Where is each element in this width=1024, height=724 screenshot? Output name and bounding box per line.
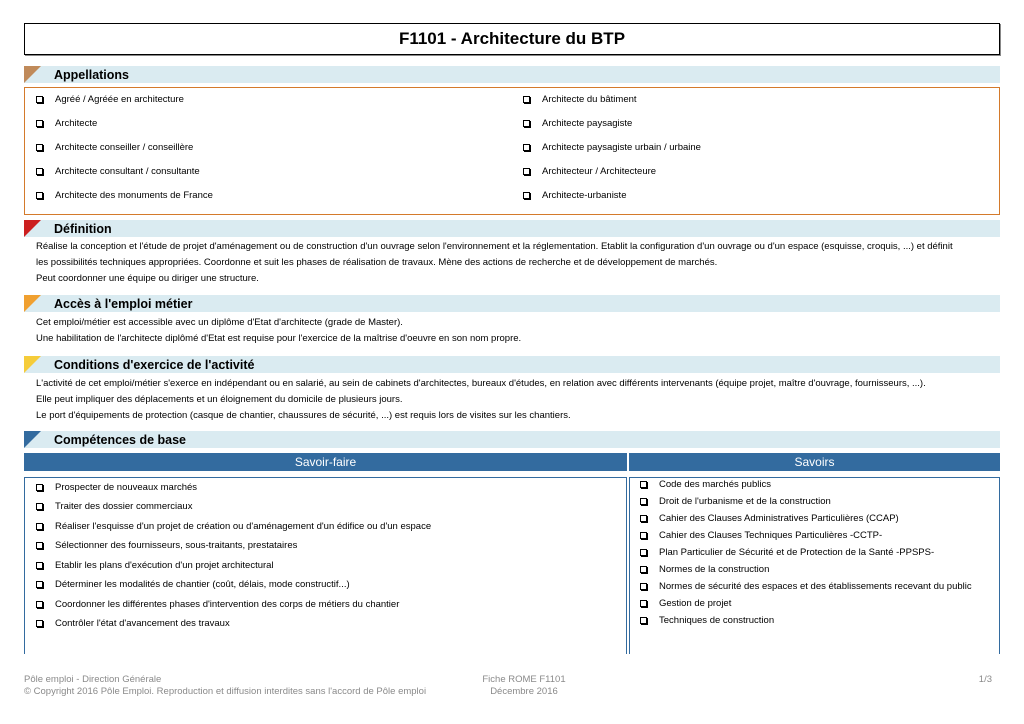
list-item: Architecte du bâtiment <box>523 94 637 105</box>
list-item: Droit de l'urbanisme et de la construction <box>640 496 831 507</box>
checkbox-icon <box>36 120 43 127</box>
list-item: Architecte consultant / consultante <box>36 166 200 177</box>
checkbox-icon <box>640 515 647 522</box>
checkbox-icon <box>640 549 647 556</box>
checkbox-icon <box>36 192 43 199</box>
checkbox-icon <box>523 192 530 199</box>
section-marker-icon <box>24 66 41 83</box>
list-item: Sélectionner des fournisseurs, sous-traitants, prestataires <box>36 540 297 551</box>
list-item: Code des marchés publics <box>640 479 771 490</box>
footer-center <box>464 674 584 698</box>
document-title: F1101 - Architecture du BTP <box>398 29 626 48</box>
section-title-appellations: Appellations <box>54 67 130 82</box>
section-title-definition: Définition <box>54 221 112 236</box>
section-marker-icon <box>24 431 41 448</box>
list-item: Cahier des Clauses Techniques Particulières -CCTP- <box>640 530 882 541</box>
checkbox-icon <box>640 566 647 573</box>
section-title-conditions: Conditions d'exercice de l'activité <box>54 357 255 372</box>
checkbox-icon <box>36 144 43 151</box>
list-item: Coordonner les différentes phases d'intervention des corps de métiers du chantier <box>36 599 399 610</box>
list-item: Architecteur / Architecteure <box>523 166 656 177</box>
checkbox-icon <box>36 562 43 569</box>
section-marker-icon <box>24 220 41 237</box>
checkbox-icon <box>36 601 43 608</box>
definition-text: Réalise la conception et l'étude de projet d'aménagement ou de construction d'un ouvrage selon l'environnement et la réglementation. Etablit la configuration d'un ouvrage ou d'un espace (esquisse, croquis, ...) et définit les possibilités techniques appropriées. Coordonne et suit les phases de réalisation de travaux. Mène des actions de recherche et de développement de marchés. Peut coordonner une équipe ou diriger une structure. <box>36 241 953 284</box>
section-marker-icon <box>24 295 41 312</box>
checkbox-icon <box>640 600 647 607</box>
checkbox-icon <box>36 503 43 510</box>
list-item: Etablir les plans d'exécution d'un projet architectural <box>36 560 274 571</box>
list-item: Architecte des monuments de France <box>36 190 213 201</box>
checkbox-icon <box>36 523 43 530</box>
footer-fiche: Fiche ROME F1101 <box>482 674 566 685</box>
section-marker-icon <box>24 356 41 373</box>
list-item: Architecte paysagiste <box>523 118 632 129</box>
checkbox-icon <box>523 144 530 151</box>
checkbox-icon <box>523 120 530 127</box>
savoirs-header: Savoirs <box>629 453 1000 471</box>
checkbox-icon <box>640 583 647 590</box>
savoirs-list <box>629 477 1000 654</box>
list-item: Normes de sécurité des espaces et des établissements recevant du public <box>640 581 972 592</box>
list-item: Prospecter de nouveaux marchés <box>36 482 197 493</box>
footer-org: Pôle emploi - Direction Générale <box>24 674 162 685</box>
checkbox-icon <box>523 168 530 175</box>
footer-page-number: 1/3 <box>978 674 992 685</box>
list-item: Agréé / Agréée en architecture <box>36 94 184 105</box>
checkbox-icon <box>36 168 43 175</box>
checkbox-icon <box>36 542 43 549</box>
conditions-text: L'activité de cet emploi/métier s'exerce en indépendant ou en salarié, au sein de cabinets d'architectes, bureaux d'études, en relation avec différents intervenants (équipe projet, maître d'ouvrage, fournisseurs, ...). Elle peut impliquer des déplacements et un éloignement du domicile de plusieurs jours. Le port d'équipements de protection (casque de chantier, chaussures de sécurité, ...) est requis lors de visites sur les chantiers. <box>36 378 926 421</box>
list-item: Architecte <box>36 118 97 129</box>
list-item: Techniques de construction <box>640 615 774 626</box>
list-item: Déterminer les modalités de chantier (coût, délais, mode constructif...) <box>36 579 350 590</box>
list-item: Cahier des Clauses Administratives Particulières (CCAP) <box>640 513 899 524</box>
checkbox-icon <box>36 581 43 588</box>
list-item: Architecte conseiller / conseillère <box>36 142 193 153</box>
checkbox-icon <box>36 484 43 491</box>
list-item: Normes de la construction <box>640 564 769 575</box>
list-item: Architecte-urbaniste <box>523 190 626 201</box>
checkbox-icon <box>36 620 43 627</box>
section-header-conditions <box>24 356 1000 373</box>
list-item: Plan Particulier de Sécurité et de Protection de la Santé -PPSPS- <box>640 547 934 558</box>
checkbox-icon <box>523 96 530 103</box>
list-item: Réaliser l'esquisse d'un projet de création ou d'aménagement d'un édifice ou d'un espace <box>36 521 431 532</box>
footer-copyright: © Copyright 2016 Pôle Emploi. Reproduction et diffusion interdites sans l'accord de Pôle emploi <box>24 686 427 697</box>
checkbox-icon <box>640 498 647 505</box>
section-header-appellations <box>24 66 1000 83</box>
list-item: Gestion de projet <box>640 598 731 609</box>
section-title-competences: Compétences de base <box>54 432 186 447</box>
section-header-definition <box>24 220 1000 237</box>
savoir-faire-list <box>24 477 627 654</box>
acces-text: Cet emploi/métier est accessible avec un diplôme d'Etat d'architecte (grade de Master). Une habilitation de l'architecte diplômé d'Etat est requise pour l'exercice de la maîtrise d'oeuvre en son nom propre. <box>36 317 522 344</box>
appellations-list <box>24 87 1000 215</box>
checkbox-icon <box>640 481 647 488</box>
checkbox-icon <box>640 617 647 624</box>
checkbox-icon <box>36 96 43 103</box>
section-title-acces: Accès à l'emploi métier <box>54 296 193 311</box>
section-header-competences <box>24 431 1000 448</box>
savoir-faire-header: Savoir-faire <box>24 453 627 471</box>
list-item: Contrôler l'état d'avancement des travaux <box>36 618 230 629</box>
footer-left <box>24 674 426 698</box>
checkbox-icon <box>640 532 647 539</box>
list-item: Architecte paysagiste urbain / urbaine <box>523 142 701 153</box>
section-header-acces <box>24 295 1000 312</box>
footer-date: Décembre 2016 <box>490 686 558 697</box>
document-title-box <box>24 23 1000 55</box>
list-item: Traiter des dossier commerciaux <box>36 501 192 512</box>
